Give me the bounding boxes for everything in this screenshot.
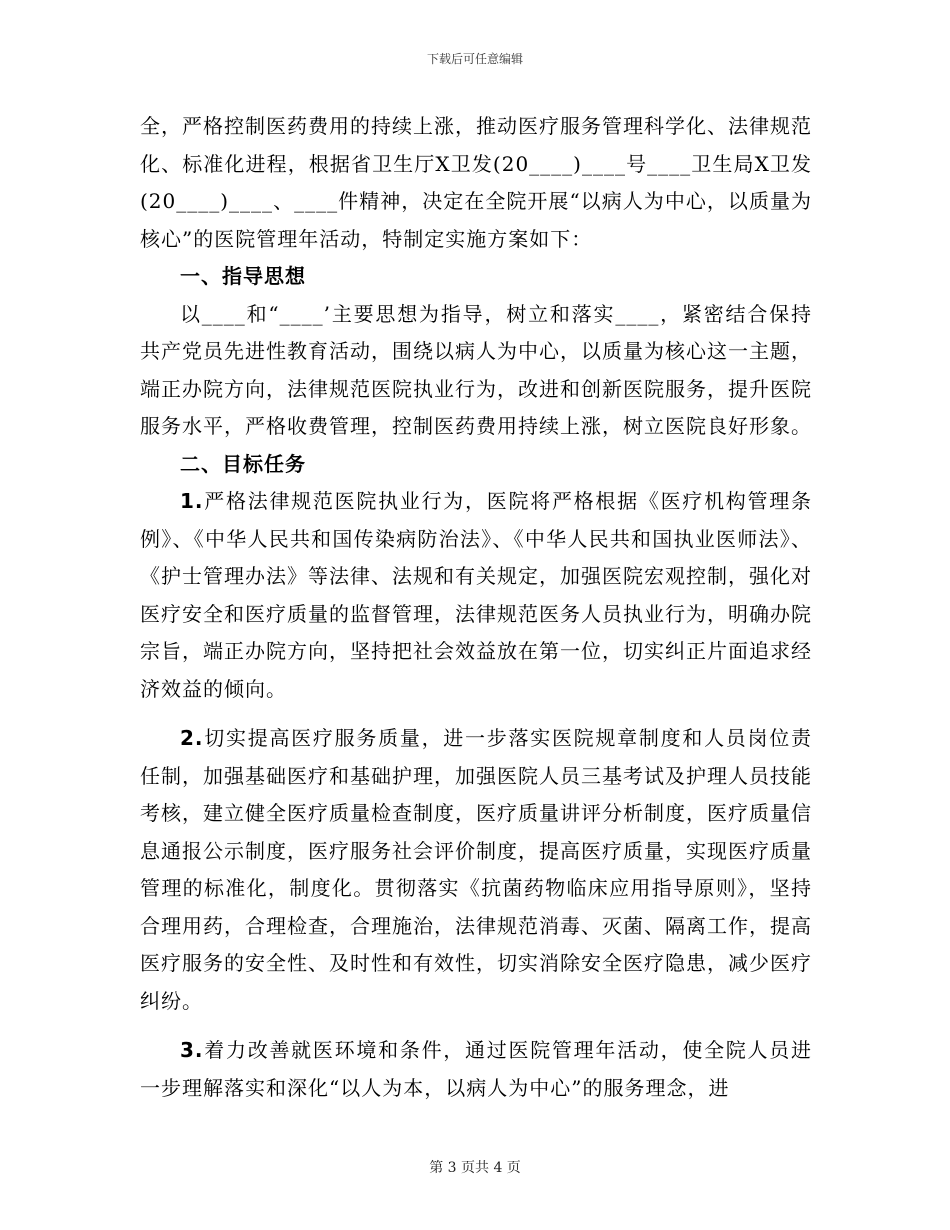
list-item-number: 3. — [180, 1038, 204, 1062]
list-item-number: 2. — [180, 726, 204, 750]
intro-paragraph: 全，严格控制医药费用的持续上涨，推动医疗服务管理科学化、法律规范化、标准化进程，根据省卫生厅X卫发(20____)____号____卫生局X卫发(20____)____、____件精神，决定在全院开展“以病人为中心，以质量为核心”的医院管理年活动，特制定实施方案如下： — [140, 114, 812, 251]
page-number: 第 3 页共 4 页 — [429, 1160, 521, 1176]
list-item — [140, 1032, 812, 1107]
header-note: 下载后可任意编辑 — [426, 52, 523, 66]
section-heading-goals-tasks: 二、目标任务 — [180, 451, 306, 476]
section-paragraph-guiding-ideology: 以____和“____’主要思想为指导，树立和落实____，紧密结合保持共产党员先进性教育活动，围绕以病人为中心，以质量为核心这一主题，端正办院方向，法律规范医院执业行为，改进和创新医院服务，提升医院服务水平，严格收费管理，控制医药费用持续上涨，树立医院良好形象。 — [140, 301, 812, 438]
list-item-number: 1. — [180, 489, 204, 513]
document-body — [140, 108, 812, 1107]
section-heading-guiding-ideology: 一、指导思想 — [180, 264, 306, 288]
list-item-text: 切实提高医疗服务质量，进一步落实医院规章制度和人员岗位责任制，加强基础医疗和基础护理，加强医院人员三基考试及护理人员技能考核，建立健全医疗质量检查制度，医疗质量讲评分析制度，医疗质量信息通报公示制度，医疗服务社会评价制度，提高医疗质量，实现医疗质量管理的标准化，制度化。贯彻落实《抗菌药物临床应用指导原则》，坚持合理用药，合理检查，合理施治，法律规范消毒、灭菌、隔离工作，提高医疗服务的安全性、及时性和有效性，切实消除安全医疗隐患，减少医疗纠纷。 — [140, 726, 812, 1013]
list-item-text: 严格法律规范医院执业行为，医院将严格根据《医疗机构管理条例》、《中华人民共和国传染病防治法》、《中华人民共和国执业医师法》、《护士管理办法》等法律、法规和有关规定，加强医院宏观控制，强化对医疗安全和医疗质量的监督管理，法律规范医务人员执业行为，明确办院宗旨，端正办院方向，坚持把社会效益放在第一位，切实纠正片面追求经济效益的倾向。 — [140, 489, 812, 701]
list-item-text: 着力改善就医环境和条件，通过医院管理年活动，使全院人员进一步理解落实和深化“以人为本，以病人为中心”的服务理念，进 — [140, 1038, 812, 1100]
list-item — [140, 720, 812, 1020]
list-item — [140, 483, 812, 708]
